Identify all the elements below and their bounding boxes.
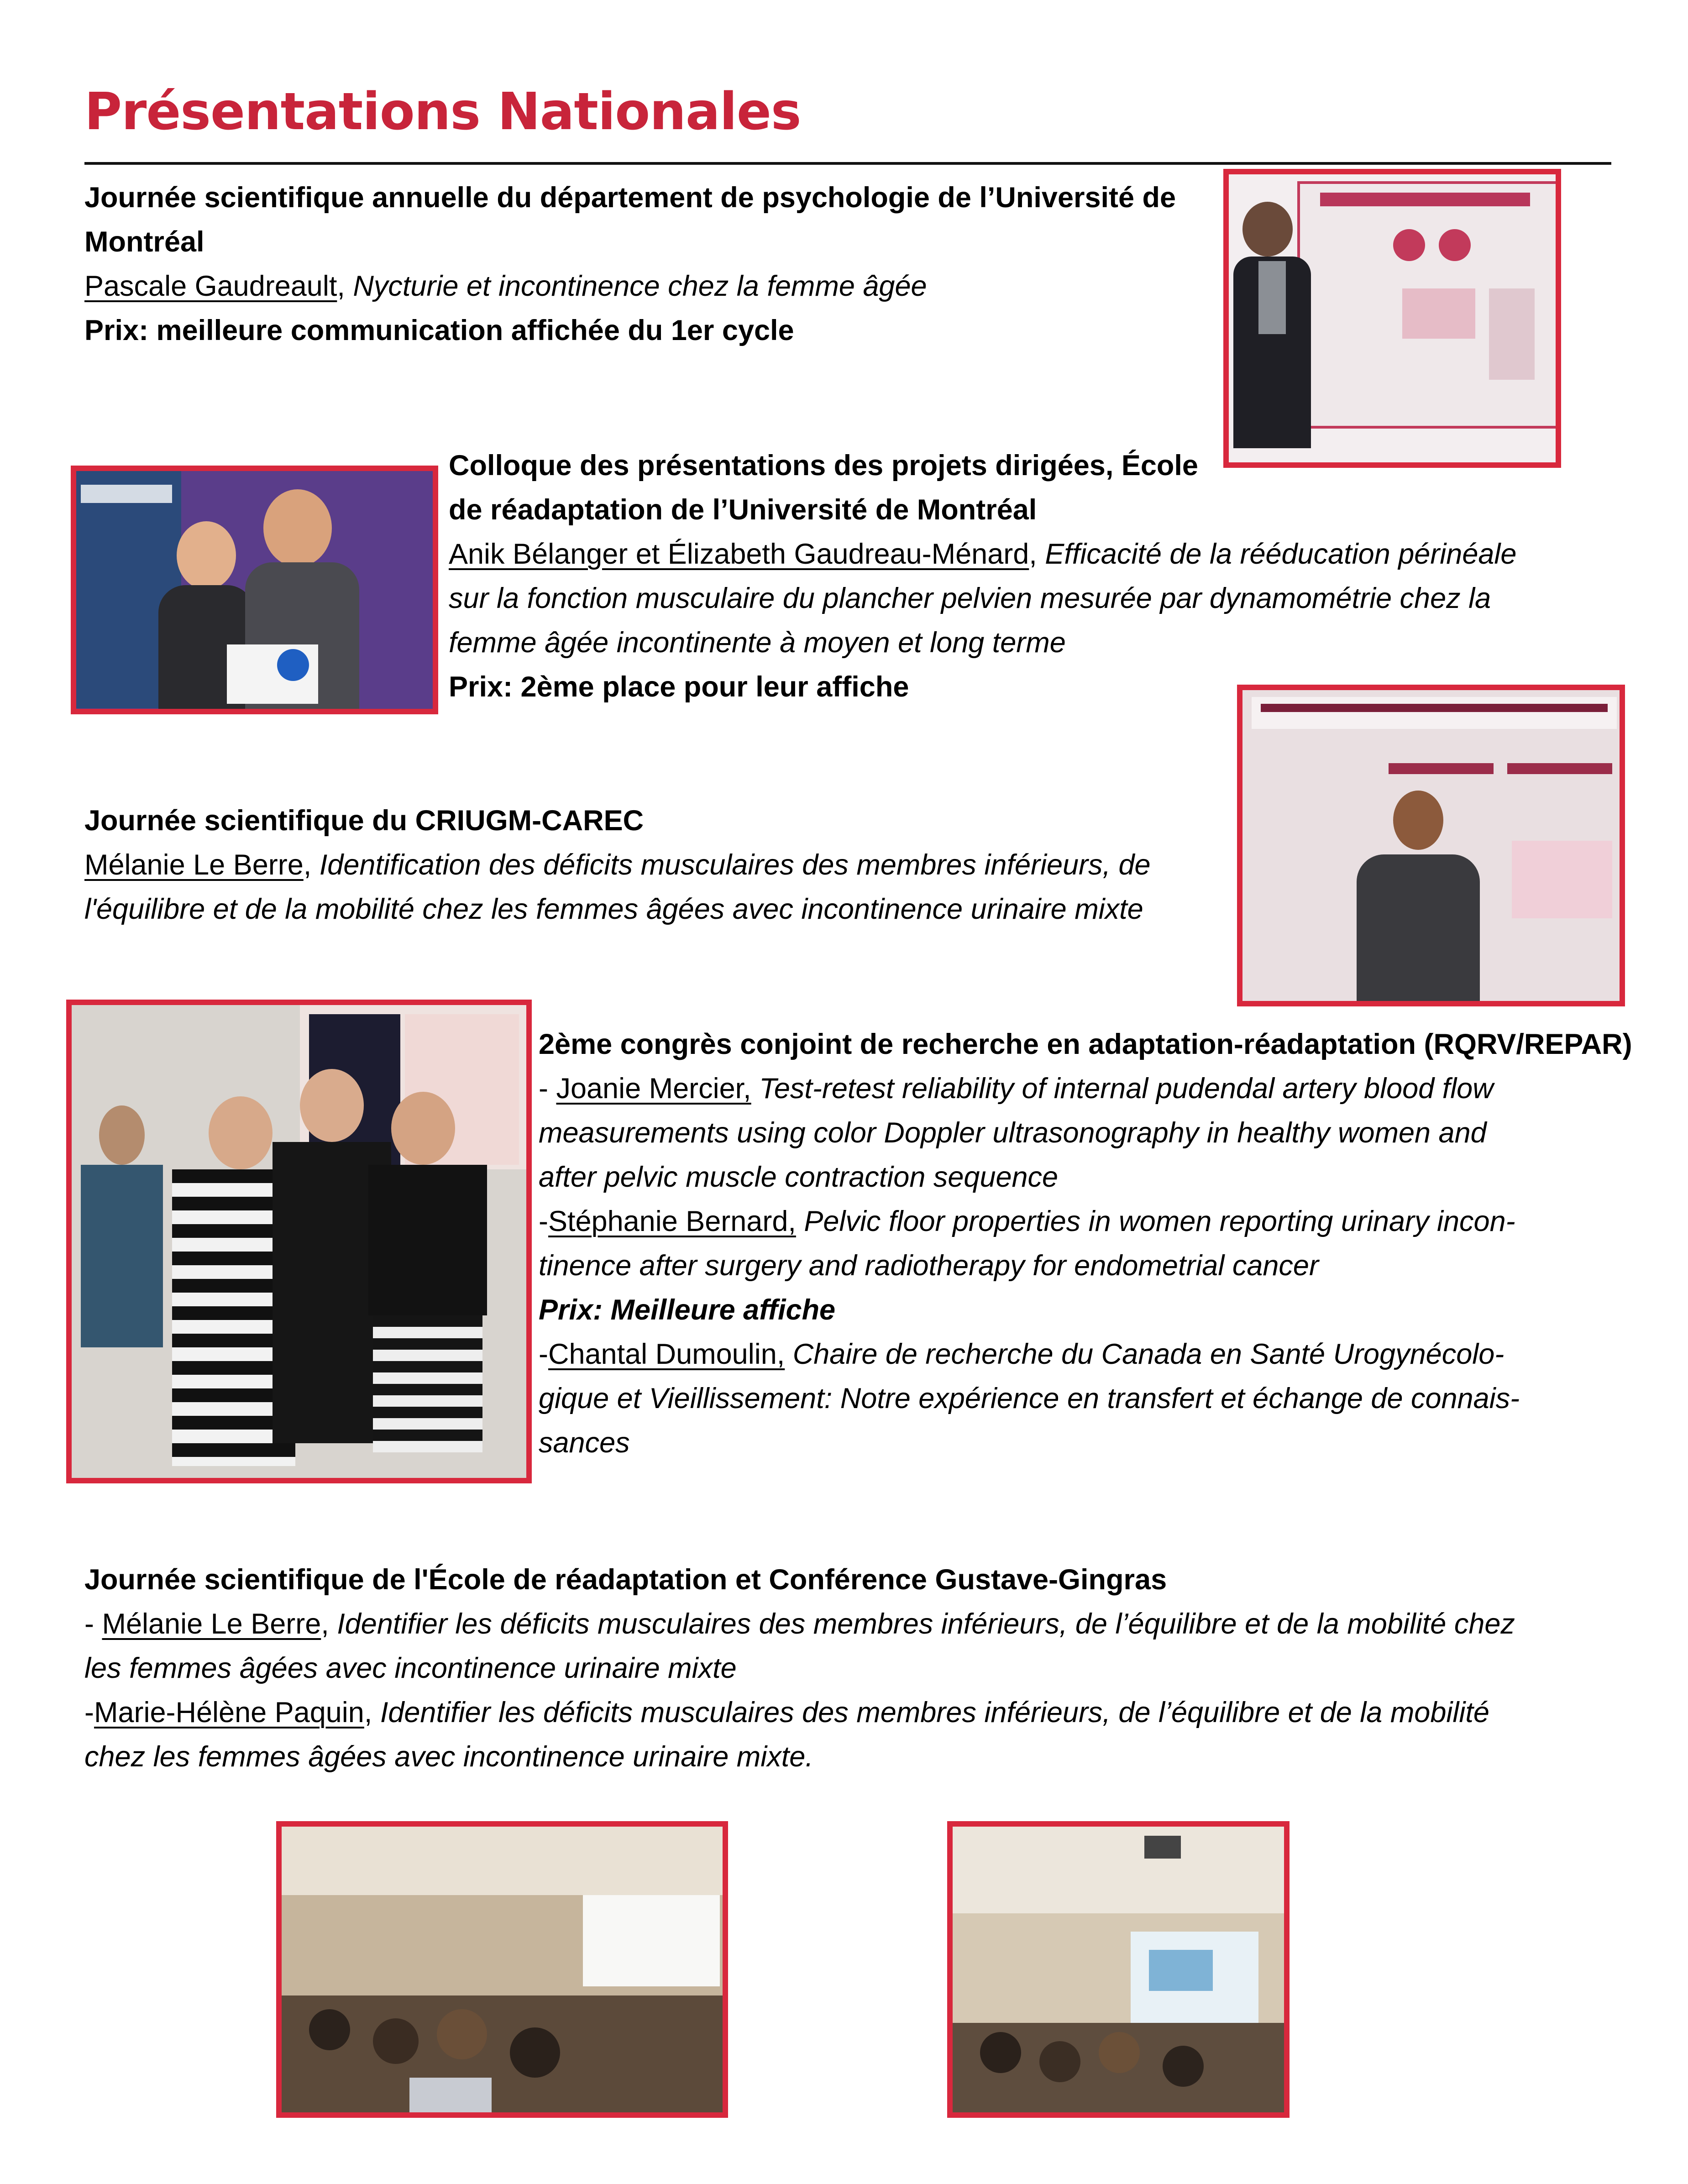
photo-poster-woman-2 — [1237, 685, 1625, 1006]
prize-text: Prix: 2ème place pour leur affiche — [449, 671, 909, 703]
author-name: Chantal Dumoulin, — [548, 1338, 785, 1370]
author-name: Anik Bélanger et Élizabeth Gaudreau-Ménard — [449, 538, 1029, 570]
photo-two-women-award — [71, 466, 438, 714]
presentation-title: chez les femmes âgées avec incontinence urinaire mixte. — [84, 1741, 813, 1773]
prize-text: Prix: meilleure communication affichée du 1er cycle — [84, 314, 794, 346]
prize-text: Prix: Meilleure affiche — [539, 1294, 836, 1326]
author-name: Marie-Hélène Paquin — [94, 1697, 364, 1728]
section-heading: Journée scientifique annuelle du département de psychologie de l’Université de — [84, 182, 1176, 214]
presentation-title: measurements using color Doppler ultrasonography in healthy women and — [539, 1117, 1487, 1149]
section-4: 2ème congrès conjoint de recherche en adaptation-réadaptation (RQRV/REPAR) - Joanie Mercier, Test-retest reliability of internal pudendal artery blood flow measurements using color Doppler ultrasonography in healthy women and after pelvic muscle contraction sequence -Stéphanie Bernard, Pelvic floor properties in women reporting urinary incon- tinence after surgery and radiotherapy for endometrial cancer Prix: Meilleure affiche -Chantal Dumoulin, Chaire de recherche du Canada en Santé Urogynécolo- gique et Vieillissement: Notre expérience en transfert et échange de connais- sances — [539, 1022, 1632, 1465]
photo-three-women — [66, 1000, 532, 1483]
presentation-title: l'équilibre et de la mobilité chez les femmes âgées avec incontinence urinaire mixte — [84, 893, 1143, 925]
presentation-title: Efficacité de la rééducation périnéale — [1045, 538, 1517, 570]
presentation-title: femme âgée incontinente à moyen et long terme — [449, 627, 1066, 659]
author-name: Pascale Gaudreault — [84, 270, 337, 302]
presentation-title: Identifier les déficits musculaires des membres inférieurs, de l’équilibre et de la mobilité — [380, 1697, 1489, 1728]
author-name: Joanie Mercier, — [556, 1073, 751, 1105]
author-name: Mélanie Le Berre — [102, 1608, 321, 1640]
section-heading: Colloque des présentations des projets dirigées, École — [449, 450, 1198, 482]
section-3: Journée scientifique du CRIUGM-CAREC Mélanie Le Berre, Identification des déficits musculaires des membres inférieurs, de l'équilibre et de la mobilité chez les femmes âgées avec incontinence urinaire mixte — [84, 799, 1151, 932]
photo-poster-woman-1 — [1223, 169, 1561, 468]
presentation-title: Chaire de recherche du Canada en Santé Urogynécolo- — [785, 1338, 1505, 1370]
section-heading: Journée scientifique de l'École de réadaptation et Conférence Gustave-Gingras — [84, 1564, 1167, 1596]
photo-conference-room-1 — [276, 1821, 728, 2118]
photo-conference-room-2 — [947, 1821, 1290, 2118]
presentation-title: sur la fonction musculaire du plancher pelvien mesurée par dynamométrie chez la — [449, 582, 1491, 614]
presentation-title: Identification des déficits musculaires des membres inférieurs, de — [319, 849, 1151, 881]
presentation-title: tinence after surgery and radiotherapy for endometrial cancer — [539, 1250, 1319, 1282]
section-heading: Journée scientifique du CRIUGM-CAREC — [84, 805, 644, 837]
section-5: Journée scientifique de l'École de réadaptation et Conférence Gustave-Gingras - Mélanie Le Berre, Identifier les déficits musculaires des membres inférieurs, de l’équilibre et de la mobilité chez les femmes âgées avec incontinence urinaire mixte -Marie-Hélène Paquin, Identifier les déficits musculaires des membres inférieurs, de l’équilibre et de la mobilité chez les femmes âgées avec incontinence urinaire mixte. — [84, 1558, 1515, 1779]
presentation-title: Test-retest reliability of internal pudendal artery blood flow — [751, 1073, 1494, 1105]
section-heading: Montréal — [84, 226, 204, 258]
page-title: Présentations Nationales — [84, 82, 801, 141]
presentation-title: sances — [539, 1427, 630, 1459]
section-heading: de réadaptation de l’Université de Montréal — [449, 494, 1037, 526]
presentation-title: gique et Vieillissement: Notre expérience en transfert et échange de connais- — [539, 1383, 1520, 1414]
presentation-title: after pelvic muscle contraction sequence — [539, 1161, 1059, 1193]
presentation-title: Pelvic floor properties in women reporting urinary incon- — [796, 1205, 1515, 1237]
presentation-title: Identifier les déficits musculaires des membres inférieurs, de l’équilibre et de la mobilité chez — [337, 1608, 1515, 1640]
author-name: Stéphanie Bernard, — [548, 1205, 796, 1237]
author-name: Mélanie Le Berre — [84, 849, 304, 881]
section-1: Journée scientifique annuelle du département de psychologie de l’Université de Montréal Pascale Gaudreault, Nycturie et incontinence chez la femme âgée Prix: meilleure communication affichée du 1er cycle — [84, 176, 1176, 353]
section-2: Colloque des présentations des projets dirigées, École de réadaptation de l’Université de Montréal Anik Bélanger et Élizabeth Gaudreau-Ménard, Efficacité de la rééducation périnéale sur la fonction musculaire du plancher pelvien mesurée par dynamométrie chez la femme âgée incontinente à moyen et long terme Prix: 2ème place pour leur affiche — [449, 444, 1516, 709]
title-rule — [84, 162, 1611, 165]
section-heading: 2ème congrès conjoint de recherche en adaptation-réadaptation (RQRV/REPAR) — [539, 1028, 1632, 1060]
presentation-title: Nycturie et incontinence chez la femme âgée — [353, 270, 927, 302]
presentation-title: les femmes âgées avec incontinence urinaire mixte — [84, 1652, 737, 1684]
